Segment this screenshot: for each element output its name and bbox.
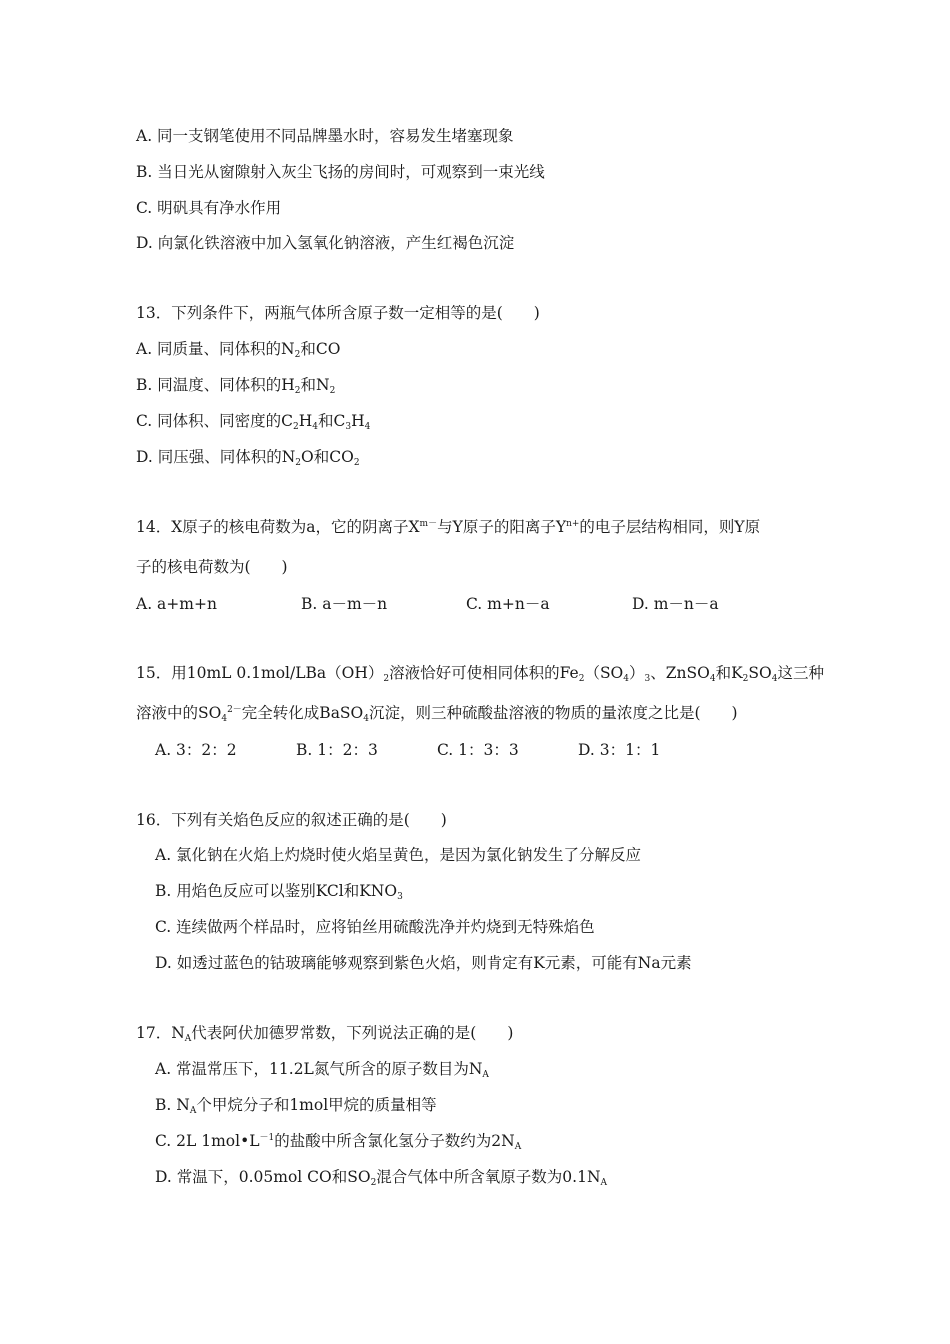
q15-option-b: B. 1：2：3 [296,741,378,759]
q16-stem: 16．下列有关焰色反应的叙述正确的是( ) [136,811,447,829]
q16-option-b: B. 用焰色反应可以鉴别KCl和$KNO_3$ [155,882,403,902]
q15-option-d: D. 3：1：1 [578,741,661,759]
q14-option-c: C. m+n－a [466,595,550,613]
q17-option-c: C. 2L $1mol•L^{-1}$的盐酸中所含氯化氢分子数约为$2N_A$ [155,1132,522,1152]
q16-option-d: D. 如透过蓝色的钴玻璃能够观察到紫色火焰，则肯定有K元素，可能有Na元素 [155,954,692,972]
q15-stem-line1: 15．用10mL $0.1mol/LBa(OH)_2$溶液恰好可使相同体积的$Fe_2(SO_4)_3$、ZnSO$_4$和$K_2SO_4$这三种 [136,664,824,684]
q15-stem-line2: 溶液中的$SO_4^{2-}$完全转化成BaSO$_4$沉淀，则三种硫酸盐溶液的物质的量浓度之比是( ) [136,704,738,724]
q12-option-d: D. 向氯化铁溶液中加入氢氧化钠溶液，产生红褐色沉淀 [136,234,515,252]
q16-option-a: A. 氯化钠在火焰上灼烧时使火焰呈黄色，是因为氯化钠发生了分解反应 [155,846,642,864]
q13-option-a: A. 同质量、同体积的$N_2$和CO [136,340,341,360]
q13-option-b: B. 同温度、同体积的$H_2$和$N_2$ [136,376,336,396]
q14-stem-line2: 子的核电荷数为( ) [136,558,288,576]
q12-option-b: B. 当日光从窗隙射入灰尘飞扬的房间时，可观察到一束光线 [136,163,545,181]
q15-option-a: A. 3：2：2 [155,741,237,759]
q17-stem: 17．$N_A$代表阿伏加德罗常数，下列说法正确的是( ) [136,1024,514,1044]
q17-option-a: A. 常温常压下，11.2L氮气所含的原子数目为$N_A$ [155,1060,489,1080]
q14-stem-line1: 14．X原子的核电荷数为a，它的阴离子$X^{m-}$与Y原子的阳离子$Y^{n+}$的电子层结构相同，则Y原 [136,518,761,536]
q17-option-b: B. $N_A$个甲烷分子和1mol甲烷的质量相等 [155,1096,437,1116]
q13-stem: 13．下列条件下，两瓶气体所含原子数一定相等的是( ) [136,304,540,322]
q16-option-c: C. 连续做两个样品时，应将铂丝用硫酸洗净并灼烧到无特殊焰色 [155,918,595,936]
q13-option-c: C. 同体积、同密度的$C_2H_4$和$C_3H_4$ [136,412,371,432]
q17-option-d: D. 常温下，0.05mol CO和$SO_2$混合气体中所含氧原子数为$0.1N_A$ [155,1168,608,1188]
q12-option-a: A. 同一支钢笔使用不同品牌墨水时，容易发生堵塞现象 [136,127,514,145]
q14-option-b: B. a－m－n [301,595,388,613]
q13-option-d: D. 同压强、同体积的$N_2O$和$CO_2$ [136,448,360,468]
q14-option-d: D. m－n－a [632,595,719,613]
q12-option-c: C. 明矾具有净水作用 [136,199,282,217]
q14-option-a: A. a+m+n [136,595,217,613]
q15-option-c: C. 1：3：3 [437,741,519,759]
